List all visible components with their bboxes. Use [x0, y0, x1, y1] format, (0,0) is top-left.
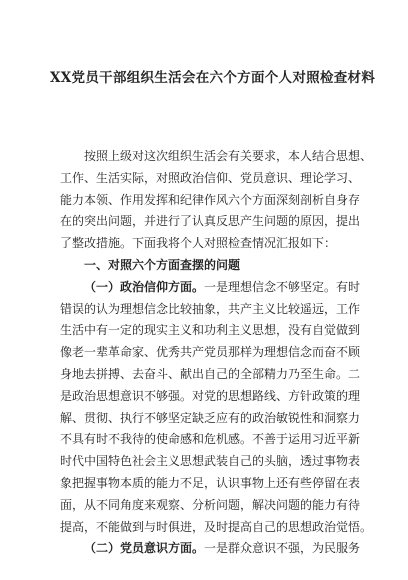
paragraph-text: 一是群众意识不强，为民服务	[204, 541, 361, 556]
document-body	[60, 146, 373, 560]
section-heading: 一、对照六个方面查摆的问题	[84, 257, 241, 272]
paragraph-line: 是政治思想意识不够强。对党的思想路线、方针政策的理	[60, 388, 361, 403]
paragraph-line: 错误的认为理想信念比较抽象，共产主义比较遥远，工作	[60, 301, 361, 316]
subsection-line	[60, 538, 361, 560]
paragraph-line: 提高，不能做到与时俱进，及时提高自己的思想政治觉悟。	[60, 519, 373, 534]
paragraph-line: 解、贯彻、执行不够坚定缺乏应有的政治敏锐性和洞察力	[60, 410, 361, 425]
subsection-heading: （一）政治信仰方面。	[84, 279, 205, 294]
paragraph-line: 象把握事物本质的能力不足，认识事物上还有些停留在表	[60, 475, 361, 490]
paragraph-line: 工作、生活实际，对照政治信仰、党员意识、理论学习、	[60, 170, 361, 185]
paragraph-line: 了整改措施。下面我将个人对照检查情况汇报如下：	[60, 236, 337, 251]
paragraph-line: 面，从不同角度来观察、分析问题，解决问题的能力有待	[60, 497, 361, 512]
subsection-line	[60, 277, 361, 299]
paragraph-line: 不具有时不我待的使命感和危机感。不善于运用习近平新	[60, 432, 361, 447]
paragraph-line: 能力本领、作用发挥和纪律作风六个方面深刻剖析自身存	[60, 192, 361, 207]
paragraph-line: 生活中有一定的现实主义和功利主义思想，没有自觉做到	[60, 323, 361, 338]
paragraph-line: 像老一辈革命家、优秀共产党员那样为理想信念而奋不顾	[60, 345, 361, 360]
paragraph-text: 一是理想信念不够坚定。有时	[204, 279, 361, 294]
paragraph-line: 在的突出问题，并进行了认真反思产生问题的原因，提出	[60, 214, 361, 229]
subsection-heading: （二）党员意识方面。	[84, 541, 205, 556]
paragraph-line: 按照上级对这次组织生活会有关要求，本人结合思想、	[84, 149, 373, 163]
document-title: XX党员干部组织生活会在六个方面个人对照检查材料	[50, 70, 376, 86]
paragraph-line: 时代中国特色社会主义思想武装自己的头脑，透过事物表	[60, 454, 361, 469]
paragraph-line: 身地去拼搏、去奋斗、献出自己的全部精力乃至生命。二	[60, 366, 361, 381]
